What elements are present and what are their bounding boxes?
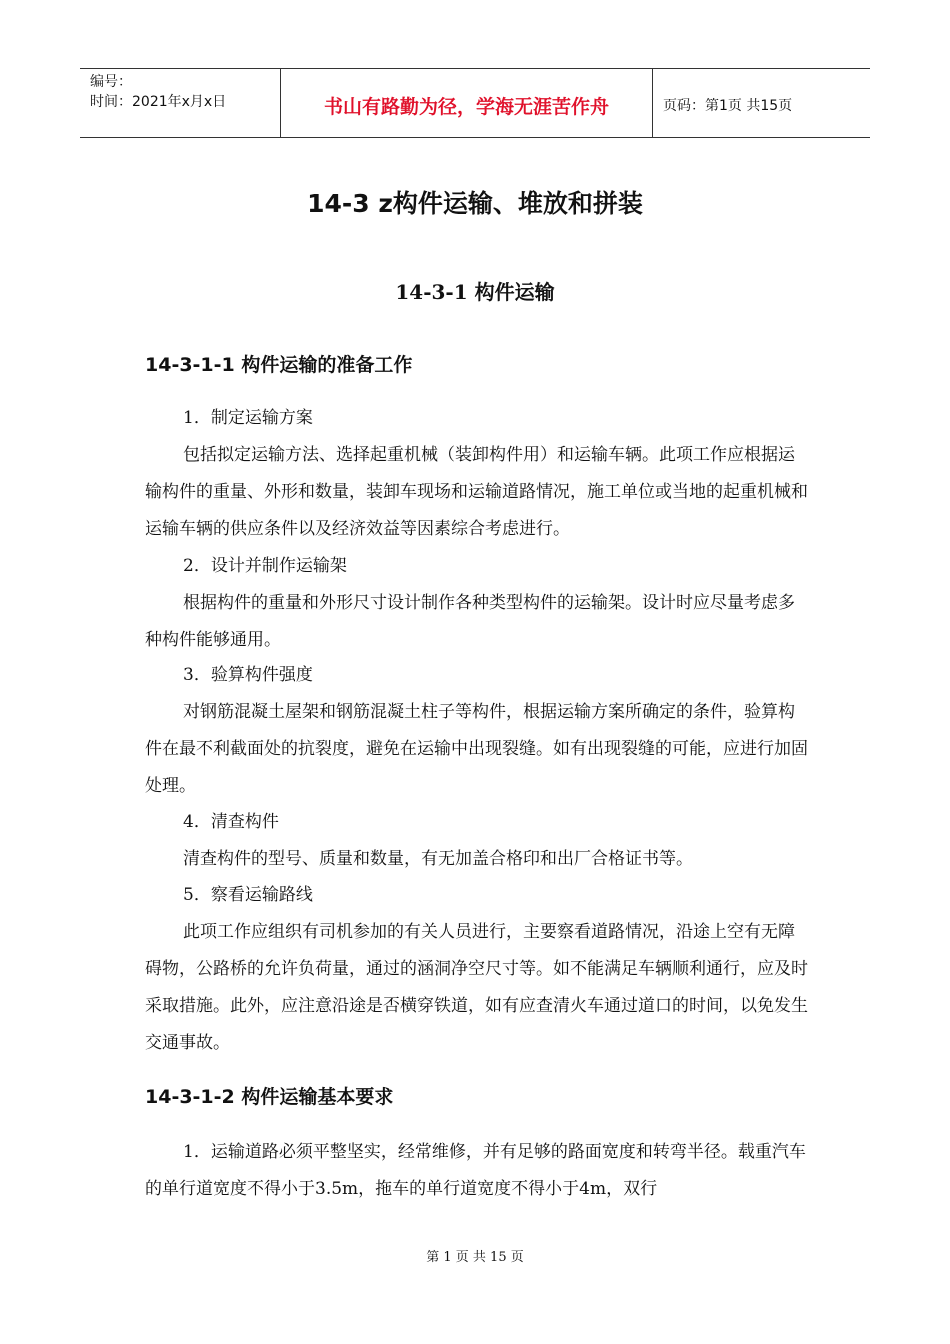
paragraph: 1．运输道路必须平整坚实，经常维修，并有足够的路面宽度和转弯半径。载重汽车的单行道宽度不得小于3.5m，拖车的单行道宽度不得小于4m，双行: [145, 1142, 806, 1199]
paragraph: 根据构件的重量和外形尺寸设计制作各种类型构件的运输架。设计时应尽量考虑多种构件能够通用。: [145, 593, 795, 650]
subsection-title-2: 14-3-1-2 构件运输基本要求: [145, 1086, 394, 1108]
paragraph: 此项工作应组织有司机参加的有关人员进行，主要察看道路情况，沿途上空有无障碍物，公路桥的允许负荷量，通过的涵洞净空尺寸等。如不能满足车辆顺利通行，应及时采取措施。此外，应注意沿途是否横穿铁道，如有应查清火车通过道口的时间，以免发生交通事故。: [145, 922, 808, 1053]
page-header: [80, 68, 870, 138]
paragraph: 5．察看运输路线: [183, 885, 313, 905]
time-label: 时间：2021年x月x日: [90, 94, 227, 110]
section-title: 14-3-1 构件运输: [395, 280, 555, 304]
number-label: 编号：: [90, 74, 132, 90]
subsection-title-1: 14-3-1-1 构件运输的准备工作: [145, 354, 413, 376]
header-meta: [80, 69, 281, 137]
paragraph: 3．验算构件强度: [183, 665, 313, 685]
header-page-info: 页码：第1页 共15页: [663, 98, 793, 114]
paragraph: 4．清查构件: [183, 812, 279, 832]
paragraph: 1．制定运输方案: [183, 408, 313, 428]
paragraph: 清查构件的型号、质量和数量，有无加盖合格印和出厂合格证书等。: [183, 849, 693, 869]
document-title: 14-3 z构件运输、堆放和拼装: [307, 189, 643, 218]
page-footer: 第 1 页 共 15 页: [426, 1250, 524, 1265]
paragraph: 包括拟定运输方法、选择起重机械（装卸构件用）和运输车辆。此项工作应根据运输构件的重量、外形和数量，装卸车现场和运输道路情况，施工单位或当地的起重机械和运输车辆的供应条件以及经济效益等因素综合考虑进行。: [145, 445, 808, 539]
paragraph: 2．设计并制作运输架: [183, 556, 347, 576]
header-motto: 书山有路勤为径，学海无涯苦作舟: [281, 69, 653, 137]
paragraph: 对钢筋混凝土屋架和钢筋混凝土柱子等构件，根据运输方案所确定的条件，验算构件在最不利截面处的抗裂度，避免在运输中出现裂缝。如有出现裂缝的可能，应进行加固处理。: [145, 702, 808, 796]
